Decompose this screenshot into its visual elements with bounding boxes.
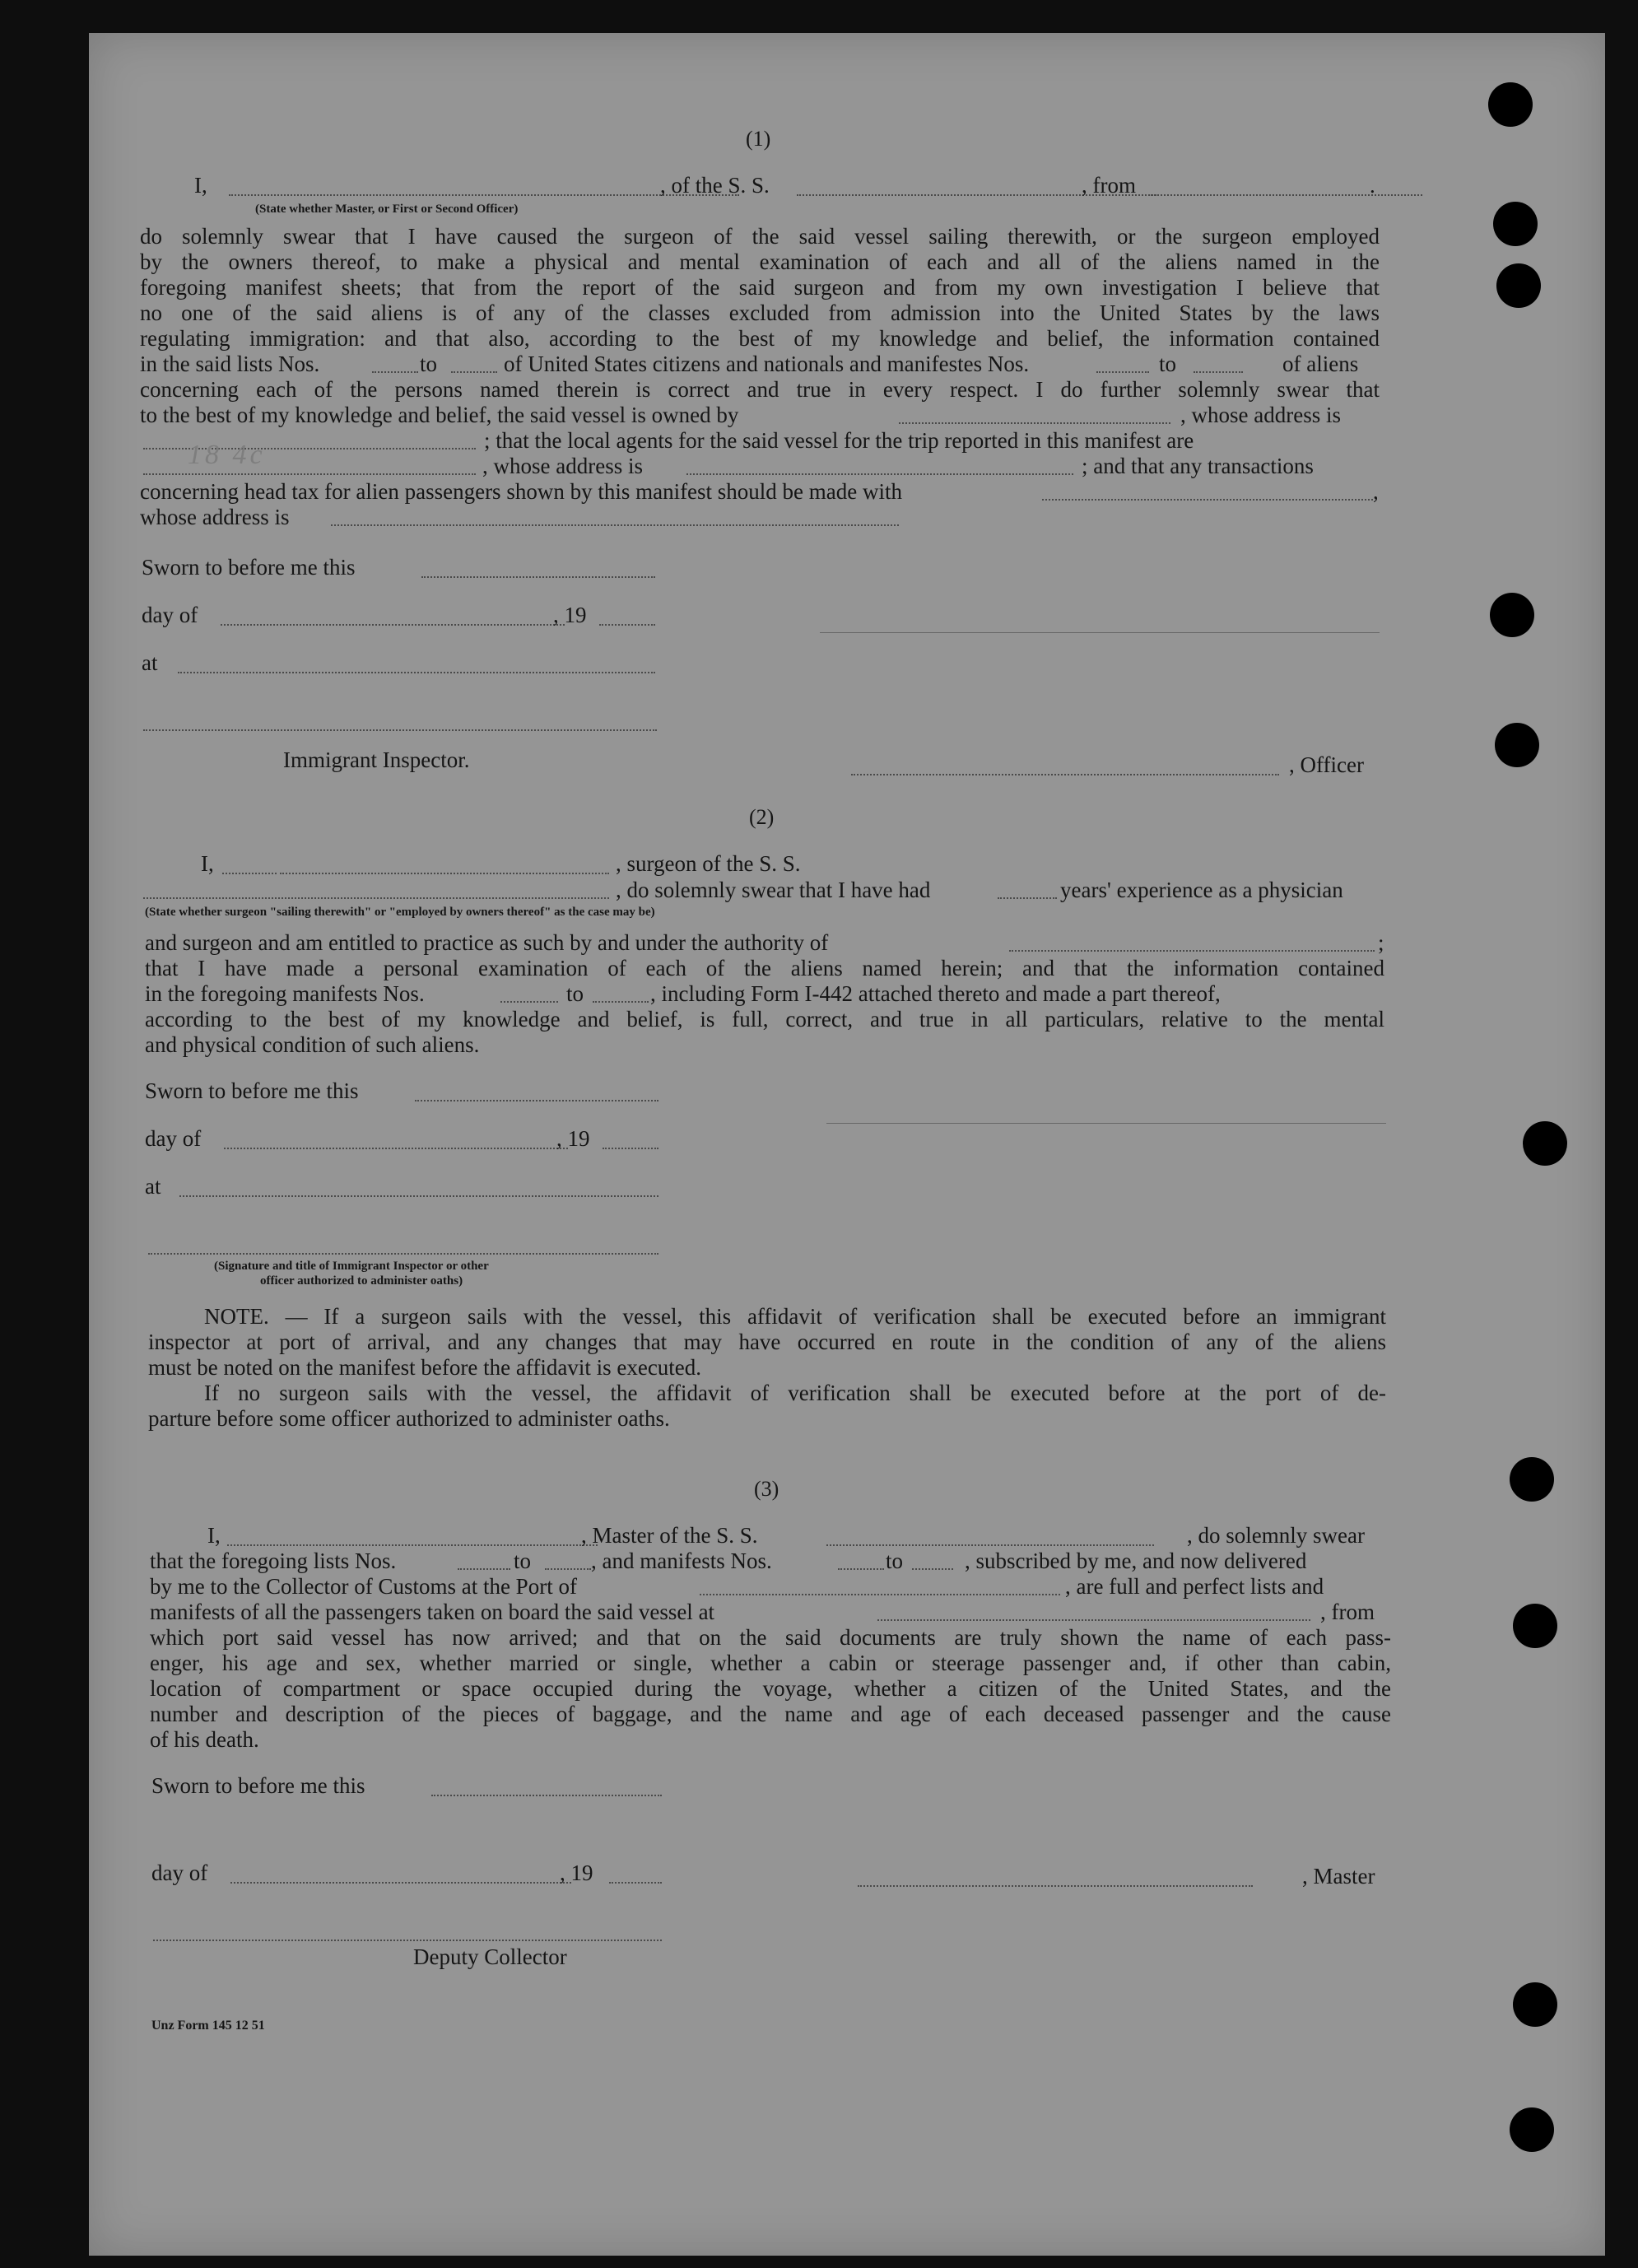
day-of-label-3: day of <box>151 1861 208 1885</box>
punch-hole <box>1488 82 1533 127</box>
officer-note: (State whether Master, or First or Second Officer) <box>255 203 519 216</box>
at-label-1: at <box>142 650 158 675</box>
document-page: (1) I, , of the S. S. , from . (State whether Master, or First or Second Officer) do solemnly swear that I have caused the surgeon of the said vessel sailing therewith, or the surgeon employed by the owners thereof, to make a physical and mental examination of each and all of the aliens named in the foregoing manifest sheets; that from the report of the said surgeon and from my own investigation I believe that no one of the said aliens is of any of the classes excluded from admission into the United States by the laws regulating immigration: and that also, according to the best of my knowledge and belief, the information contained in the said lists Nos. to of United States citizens and nationals and manifestes Nos. to of aliens concerning each of the persons named therein is correct and true in every respect. I do further solemnly swear that to the best of my knowledge and belief, the said vessel is owned by , whose address is ; that the local agents for the said vessel for the trip reported in this manifest are , whose address is ; and that any transactions concerning head tax for alien passengers shown by this manifest should be made with , whose address is 18 4c Sworn to before me this day of , 19 at Immigrant Inspector. , Officer (2) I, , surgeon of the S. S. , do solemnly swear that I have had years' experience as a physician (State whether surgeon "sailing therewith" or "employed by owners thereof" as the case may be) and surgeon and am entitled to practice as such by and under the authority of ; that I have made a personal examination of each of the aliens named herein; and that the information contained in the foregoing manifests Nos. to , including Form I-442 attached thereto and made a part thereof, according to the best of my knowledge and belief, is full, correct, and true in all particulars, relative to the mental and physical condition of such aliens. Sworn to before me this day of , 19 at (Signature and title of Immigrant Inspector or other officer authorized to administer oaths) NOTE. — If a surgeon sails with the vessel, this affidavit of verification shall be executed before an immigrant inspector at port of arrival, and any changes that may have occurred en route in the condition of any of the aliens must be noted on the manifest before the affidavit is executed. If no surgeon sails with the vessel, the affidavit of verification shall be executed before at the port of de- parture before some officer authorized to administer oaths. (3) I, , Master of the S. S. , do solemnly swear that the foregoing lists Nos. to , and manifests Nos. to , subscribed by me, and now delivered by me to the Collector of Customs at the Port of , are full and perfect lists and manifests of all the passengers taken on board the said vessel at , from which port said vessel has now arrived; and that on the said documents are truly shown the name of each pass- enger, his age and sex, whether married or single, whether a cabin or steerage passenger and, if other than cabin, location of compartment or space occupied during the voyage, whether a citizen of the United States, and the number and description of the pieces of baggage, and the name and age of each deceased passenger and the cause of his death. Sworn to before me this day of , 19 , Master Deputy Collector Unz Form 145 12 51 <box>89 33 1605 2256</box>
manifest-from-field[interactable] <box>1096 371 1149 373</box>
master-list-to-field[interactable] <box>545 1568 591 1570</box>
affiant-label: I, <box>194 173 207 198</box>
surgeon-signature-line[interactable] <box>826 1123 1386 1124</box>
officer-title-field[interactable] <box>851 774 1279 775</box>
place-field-2[interactable] <box>179 1195 658 1197</box>
master-manifest-to-field[interactable] <box>912 1568 953 1570</box>
officer-signature-line[interactable] <box>820 632 1380 633</box>
list-to-field[interactable] <box>451 371 497 373</box>
head-tax-address-field[interactable] <box>331 524 899 526</box>
inspector-label: Immigrant Inspector. <box>283 747 470 772</box>
sworn-day-field-1[interactable] <box>421 576 655 578</box>
month-field-3[interactable] <box>230 1882 571 1884</box>
deputy-signature-field[interactable] <box>153 1940 662 1941</box>
master-label: , Master <box>1302 1864 1375 1888</box>
sworn-label-1: Sworn to before me this <box>142 555 356 580</box>
years-experience-field[interactable] <box>998 897 1057 899</box>
month-field-2[interactable] <box>224 1148 568 1149</box>
agents-address-field[interactable] <box>686 473 1073 475</box>
punch-hole <box>1495 723 1539 767</box>
surgeon-name-field[interactable] <box>280 873 609 874</box>
punch-hole <box>1510 1457 1554 1502</box>
surgeon-title-field[interactable] <box>222 873 277 874</box>
year-field-3[interactable] <box>609 1882 662 1884</box>
form-id: Unz Form 145 12 51 <box>151 2019 265 2033</box>
punch-hole <box>1513 1604 1557 1648</box>
oath-officer-signature-field[interactable] <box>148 1253 658 1255</box>
master-vessel-field[interactable] <box>826 1544 1154 1546</box>
port-of-field[interactable] <box>700 1594 1060 1595</box>
from-port-field[interactable] <box>1151 194 1422 196</box>
sworn-day-field-3[interactable] <box>431 1795 662 1796</box>
punch-hole <box>1496 263 1541 308</box>
day-of-label-2: day of <box>145 1126 202 1151</box>
at-label-2: at <box>145 1174 161 1199</box>
owner-field[interactable] <box>899 422 1170 424</box>
head-tax-contact-field[interactable] <box>1042 499 1373 501</box>
master-signature-field[interactable] <box>858 1885 1253 1887</box>
section-number-2: (2) <box>749 805 775 829</box>
list-from-field[interactable] <box>372 371 418 373</box>
place-field-1[interactable] <box>178 672 655 673</box>
punch-hole <box>1493 202 1538 246</box>
boarding-port-field[interactable] <box>877 1619 1310 1621</box>
master-list-from-field[interactable] <box>458 1568 510 1570</box>
punch-hole <box>1523 1121 1567 1166</box>
faint-stamp: 18 4c <box>188 440 266 470</box>
authority-field[interactable] <box>1009 950 1375 952</box>
inspector-signature-field[interactable] <box>143 729 657 731</box>
sworn-label-2: Sworn to before me this <box>145 1078 359 1103</box>
year-field-2[interactable] <box>603 1148 658 1149</box>
section-number-3: (3) <box>754 1477 779 1501</box>
sworn-day-field-2[interactable] <box>415 1100 658 1101</box>
section-number-1: (1) <box>746 127 771 151</box>
sworn-label-3: Sworn to before me this <box>151 1773 365 1798</box>
day-of-label-1: day of <box>142 603 198 627</box>
officer-label: , Officer <box>1289 752 1364 777</box>
deputy-label: Deputy Collector <box>413 1944 567 1969</box>
surgeon-note: (State whether surgeon "sailing therewith" or "employed by owners thereof" as the case may be) <box>145 906 655 919</box>
agents-field[interactable] <box>143 473 476 475</box>
month-field-1[interactable] <box>221 624 565 626</box>
manifest-to-field[interactable] <box>1194 371 1243 373</box>
punch-hole <box>1513 1982 1557 2027</box>
master-manifest-from-field[interactable] <box>838 1568 884 1570</box>
surgeon-manifest-from-field[interactable] <box>500 1001 558 1003</box>
punch-hole <box>1490 593 1534 637</box>
surgeon-vessel-field[interactable] <box>143 897 609 899</box>
punch-hole <box>1510 2107 1554 2152</box>
of-ss-label: , of the S. S. <box>660 173 770 198</box>
from-label: , from <box>1082 173 1136 198</box>
surgeon-manifest-to-field[interactable] <box>593 1001 649 1003</box>
year-field-1[interactable] <box>599 624 655 626</box>
master-name-field[interactable] <box>227 1544 598 1546</box>
